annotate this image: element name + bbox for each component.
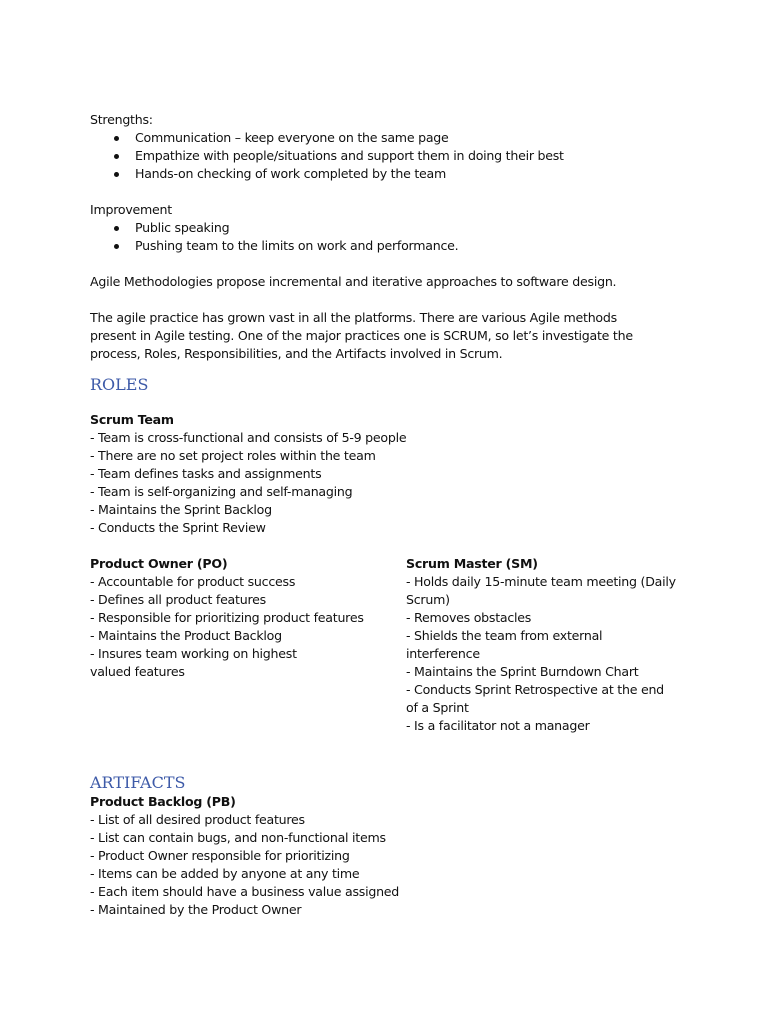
list-item: - Items can be added by anyone at any time <box>90 866 360 881</box>
list-item: Pushing team to the limits on work and performance. <box>90 237 690 255</box>
list-item: - Is a facilitator not a manager <box>406 718 590 733</box>
scrum-master-title: Scrum Master (SM) <box>406 556 538 571</box>
document-page <box>90 111 690 919</box>
list-item: - Each item should have a business value assigned <box>90 884 400 899</box>
list-item: - Maintains the Sprint Backlog <box>90 502 272 517</box>
list-item: - Accountable for product success <box>90 574 296 589</box>
roles-two-columns <box>90 555 690 735</box>
list-item: Empathize with people/situations and support them in doing their best <box>90 147 690 165</box>
scrum-team-title: Scrum Team <box>90 412 174 427</box>
improvement-list <box>90 219 690 255</box>
product-backlog-list <box>90 811 690 919</box>
list-item: - There are no set project roles within the team <box>90 448 376 463</box>
roles-heading: ROLES <box>90 375 149 394</box>
list-item: - Removes obstacles <box>406 610 532 625</box>
scrum-team-list <box>90 429 690 537</box>
list-item: Hands-on checking of work completed by the team <box>90 165 690 183</box>
product-owner-title: Product Owner (PO) <box>90 556 228 571</box>
list-item: - Maintained by the Product Owner <box>90 902 302 917</box>
paragraph-agile-intro: Agile Methodologies propose incremental and iterative approaches to software design. <box>90 274 617 289</box>
list-item: - Team defines tasks and assignments <box>90 466 322 481</box>
scrum-master-section <box>406 555 676 735</box>
list-item: - Responsible for prioritizing product features <box>90 610 364 625</box>
strengths-list <box>90 129 690 183</box>
strengths-title: Strengths: <box>90 112 153 127</box>
list-item: - Maintains the Sprint Burndown Chart <box>406 664 639 679</box>
list-item: Communication – keep everyone on the same page <box>90 129 690 147</box>
scrum-master-list <box>406 573 676 735</box>
product-owner-list <box>90 573 406 681</box>
product-owner-section <box>90 555 406 681</box>
list-item: - Shields the team from external interference <box>406 628 603 661</box>
paragraph-agile-practice: The agile practice has grown vast in all the platforms. There are various Agile methods present in Agile testing. One of the major practices one is SCRUM, so let’s investigate the process, Roles, Responsibilities, and the Artifacts involved in Scrum. <box>90 310 633 361</box>
list-item: - Team is cross-functional and consists of 5-9 people <box>90 430 407 445</box>
list-item: - Insures team working on highest valued features <box>90 646 297 679</box>
list-item: - Conducts the Sprint Review <box>90 520 266 535</box>
list-item: - List can contain bugs, and non-functional items <box>90 830 386 845</box>
list-item: - Maintains the Product Backlog <box>90 628 282 643</box>
improvement-title: Improvement <box>90 202 172 217</box>
list-item: - Conducts Sprint Retrospective at the end of a Sprint <box>406 682 664 715</box>
list-item: - Defines all product features <box>90 592 266 607</box>
list-item: - Team is self-organizing and self-managing <box>90 484 353 499</box>
product-backlog-title: Product Backlog (PB) <box>90 794 236 809</box>
list-item: - Holds daily 15-minute team meeting (Daily Scrum) <box>406 574 676 607</box>
artifacts-heading: ARTIFACTS <box>90 773 186 792</box>
list-item: - Product Owner responsible for prioritizing <box>90 848 350 863</box>
list-item: - List of all desired product features <box>90 812 305 827</box>
list-item: Public speaking <box>90 219 690 237</box>
